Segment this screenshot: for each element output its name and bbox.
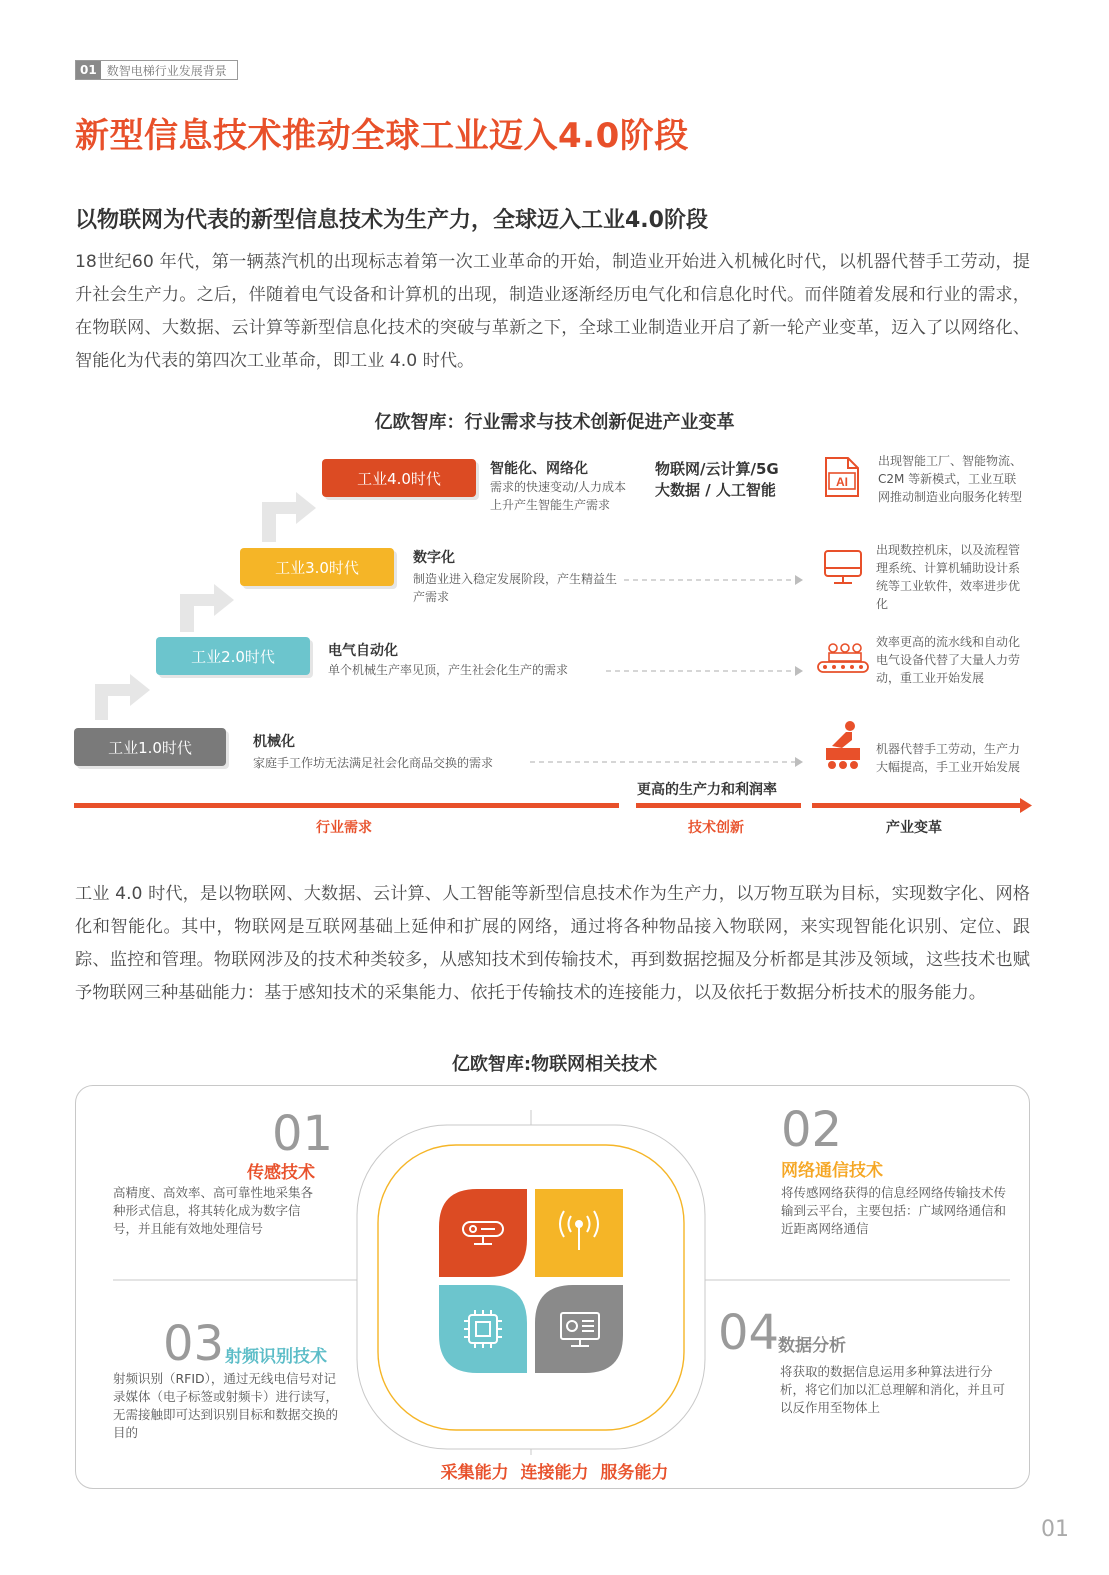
q1-desc: 高精度、高效率、高可靠性地采集各种形式信息，将其转化成为数字信号，并且能有效地处理信号	[113, 1185, 314, 1236]
ai-label: AI	[836, 475, 848, 489]
q1-title: 传感技术	[247, 1163, 315, 1183]
section-label: 数智电梯行业发展背景	[106, 63, 227, 78]
era1-desc: 家庭手工作坊无法满足社会化商品交换的需求	[253, 756, 494, 770]
figure1-title: 亿欧智库：行业需求与技术创新促进产业变革	[374, 412, 735, 433]
era3-result: 出现数控机床，以及流程管理系统、计算机辅助设计系统等工业软件，效率进步优化	[876, 543, 1021, 611]
figure2-title: 亿欧智库:物联网相关技术	[451, 1054, 658, 1075]
petal-sensor	[439, 1189, 527, 1277]
q2-title: 网络通信技术	[781, 1161, 883, 1181]
petal-rfid	[439, 1285, 527, 1373]
more-productivity-label: 更高的生产力和利润率	[637, 782, 777, 798]
intro-paragraph: 18世纪60 年代，第一辆蒸汽机的出现标志着第一次工业革命的开始，制造业开始进入机械化时代，以机器代替手工劳动，提升社会生产力。之后，伴随着电气设备和计算机的出现，制造业逐渐经历电气化和信息化时代。而伴随着发展和行业的需求，在物联网、大数据、云计算等新型信息化技术的突破与革新之下，全球工业制造业开启了新一轮产业变革，迈入了以网络化、智能化为代表的第四次工业革命，即工业 4.0 时代。	[75, 252, 1030, 371]
era-box-industry-2: 工业2.0时代	[156, 637, 310, 675]
section-number: 01	[76, 61, 101, 79]
q1-number: 01	[272, 1106, 334, 1162]
petal-data	[535, 1285, 623, 1373]
q2-desc: 将传感网络获得的信息经网络传输技术传输到云平台，主要包括：广域网络通信和近距离网络通信	[781, 1185, 1007, 1236]
bar-label-innovation: 技术创新	[688, 820, 744, 836]
era4-desc: 需求的快速变动/人力成本上升产生智能生产需求	[490, 480, 627, 512]
q4-title: 数据分析	[778, 1336, 846, 1356]
q4-desc: 将获取的数据信息运用多种算法进行分析，将它们加以汇总理解和消化，并且可以反作用至物体上	[780, 1364, 1006, 1415]
tech-line-1: 物联网/云计算/5G	[655, 460, 779, 478]
page-title: 新型信息技术推动全球工业迈入4.0阶段	[75, 116, 689, 156]
bar-label-transformation: 产业变革	[886, 820, 942, 836]
q3-desc: 射频识别（RFID），通过无线电信号对记录媒体（电子标签或射频卡）进行读写，无需接触即可达到识别目标和数据交换的目的	[113, 1371, 339, 1440]
era4-result: 出现智能工厂、智能物流、C2M 等新模式，工业互联网推动制造业向服务化转型	[878, 454, 1023, 504]
era4-heading: 智能化、网络化	[490, 461, 588, 477]
abilities-label: 采集能力 连接能力 服务能力	[440, 1463, 669, 1483]
era2-desc: 单个机械生产率见顶，产生社会化生产的需求	[328, 663, 569, 677]
era2-result: 效率更高的流水线和自动化电气设备代替了大量人力劳动，重工业开始发展	[876, 635, 1021, 685]
era3-heading: 数字化	[413, 550, 455, 566]
q4-number: 04	[718, 1305, 780, 1361]
q3-title: 射频识别技术	[225, 1347, 327, 1367]
page-number: 01	[1041, 1517, 1069, 1542]
era2-heading: 电气自动化	[328, 643, 398, 659]
section-subtitle: 以物联网为代表的新型信息技术为生产力，全球迈入工业4.0阶段	[75, 208, 708, 233]
era1-heading: 机械化	[253, 734, 295, 750]
era-box-industry-4: 工业4.0时代	[322, 459, 476, 497]
q3-number: 03	[163, 1316, 225, 1372]
era-box-industry-3: 工业3.0时代	[240, 548, 394, 586]
bar-label-demand: 行业需求	[316, 820, 372, 836]
era1-result: 机器代替手工劳动，生产力大幅提高，手工业开始发展	[876, 742, 1021, 774]
era-box-industry-1: 工业1.0时代	[74, 728, 226, 766]
era3-desc: 制造业进入稳定发展阶段，产生精益生产需求	[413, 572, 618, 604]
q2-number: 02	[781, 1102, 843, 1158]
tech-line-2: 大数据 / 人工智能	[655, 481, 776, 499]
iot-paragraph: 工业 4.0 时代，是以物联网、大数据、云计算、人工智能等新型信息技术作为生产力，以万物互联为目标，实现数字化、网格化和智能化。其中，物联网是互联网基础上延伸和扩展的网络，通过将各种物品接入物联网，来实现智能化识别、定位、跟踪、监控和管理。物联网涉及的技术种类较多，从感知技术到传输技术，再到数据挖掘及分析都是其涉及领域，这些技术也赋予物联网三种基础能力：基于感知技术的采集能力、依托于传输技术的连接能力，以及依托于数据分析技术的服务能力。	[75, 884, 1030, 1003]
